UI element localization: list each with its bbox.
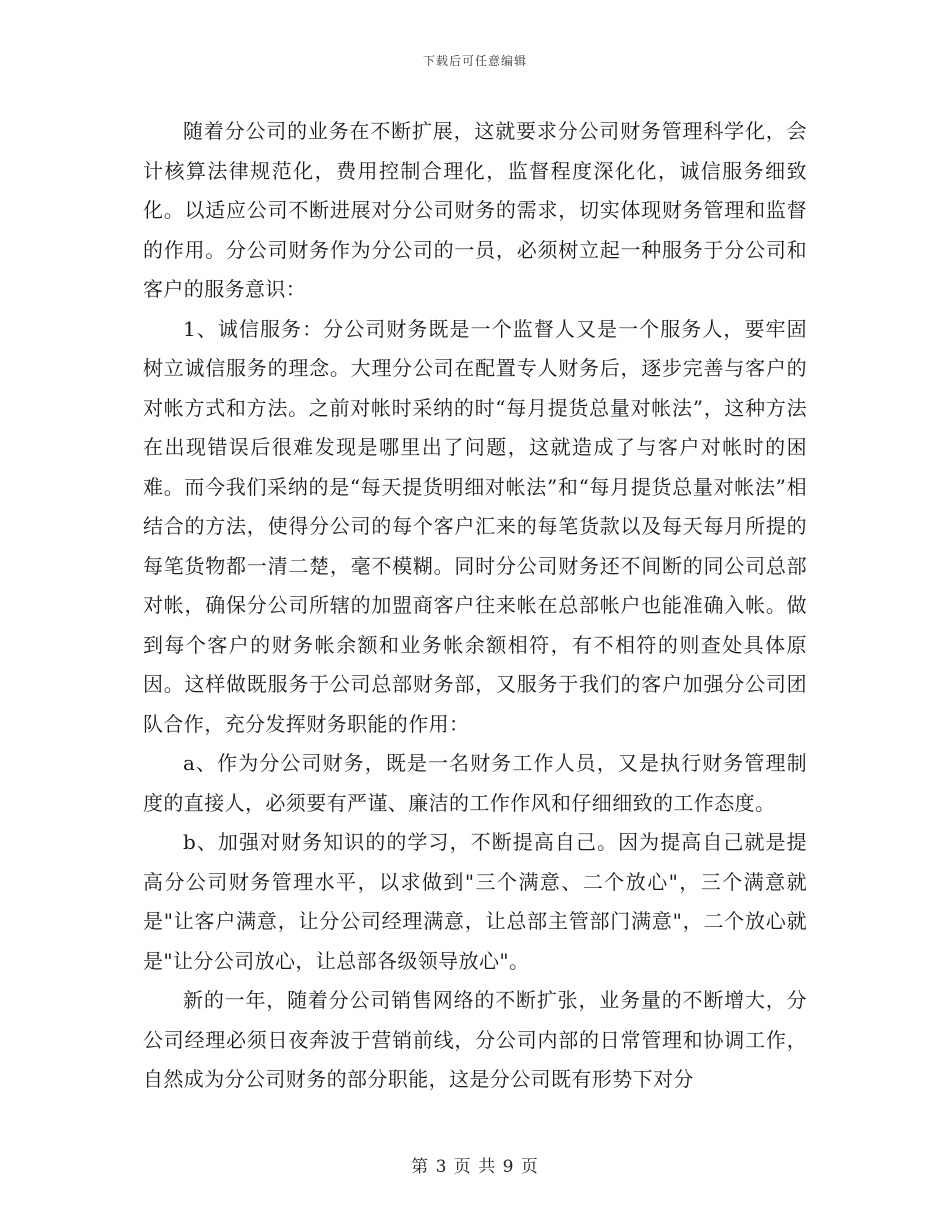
paragraph-item-a: a、作为分公司财务，既是一名财务工作人员，又是执行财务管理制度的直接人，必须要有严谨、廉洁的工作作风和仔细细致的工作态度。: [143, 751, 807, 815]
paragraph-new-year: 新的一年，随着分公司销售网络的不断扩张，业务量的不断增大，分公司经理必须日夜奔波于营销前线，分公司内部的日常管理和协调工作，自然成为分公司财务的部分职能，这是分公司既有形势下对分: [143, 988, 807, 1091]
paragraph-item-b: b、加强对财务知识的的学习，不断提高自己。因为提高自己就是提高分公司财务管理水平，以求做到"三个满意、二个放心"，三个满意就是"让客户满意，让分公司经理满意，让总部主管部门满意"，二个放心就是"让分公司放心，让总部各级领导放心"。: [143, 830, 807, 973]
page-header: 下载后可任意编辑: [422, 54, 527, 68]
document-body: [143, 112, 807, 1100]
paragraph-intro: 随着分公司的业务在不断扩展，这就要求分公司财务管理科学化，会计核算法律规范化，费用控制合理化，监督程度深化化，诚信服务细致化。以适应公司不断进展对分公司财务的需求，切实体现财务管理和监督的作用。分公司财务作为分公司的一员，必须树立起一种服务于分公司和客户的服务意识：: [143, 119, 807, 301]
page-number-footer: 第 3 页 共 9 页: [411, 1157, 539, 1177]
paragraph-integrity-service: 1、诚信服务：分公司财务既是一个监督人又是一个服务人，要牢固树立诚信服务的理念。大理分公司在配置专人财务后，逐步完善与客户的对帐方式和方法。之前对帐时采纳的时“每月提货总量对帐法”，这种方法在出现错误后很难发现是哪里出了问题，这就造成了与客户对帐时的困难。而今我们采纳的是“每天提货明细对帐法”和“每月提货总量对帐法”相结合的方法，使得分公司的每个客户汇来的每笔货款以及每天每月所提的每笔货物都一清二楚，毫不模糊。同时分公司财务还不间断的同公司总部对帐，确保分公司所辖的加盟商客户往来帐在总部帐户也能准确入帐。做到每个客户的财务帐余额和业务帐余额相符，有不相符的则查处具体原因。这样做既服务于公司总部财务部，又服务于我们的客户加强分公司团队合作，充分发挥财务职能的作用：: [143, 316, 807, 736]
